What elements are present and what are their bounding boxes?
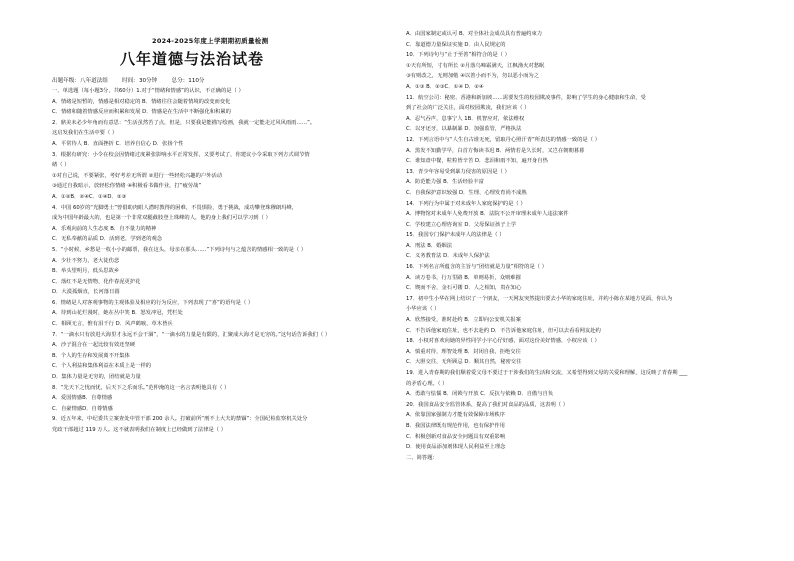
text-line: 3．根据有研究：小令在校会因情绪过度紧张影响水平正常发挥，又要考试了，你建议小令采取下列方式调节情	[52, 151, 310, 158]
text-line: C．谁知盘中餐，粒粒皆辛苦 D．悲泪和雨不知，遍开身自热	[406, 158, 548, 165]
text-line: 13．青少年容易受到暴力侵害的原因是（ ）	[406, 168, 510, 175]
text-line: 党政干部超过 119 万人。这不就表明我们在制度上已经做到了法律是（ ）	[52, 427, 227, 433]
text-line: 一、单选题（每小题3分，共60分）1.对于“情绪和情感”的认识，不正确的是（ ）	[52, 88, 244, 94]
text-line: A．勇敢与怯懦 B．闭锁与开放 C．反抗与依赖 D．自傲与自负	[406, 391, 554, 398]
text-line: C．以牙还牙，以暴制暴 D．加强监管，严格执法	[406, 126, 522, 133]
text-line: 2．鼎美未必少年角而有意思：“生活虽然苦了点，但是，只要我是能描写绘画，我就一定能走过风风雨雨……”。	[52, 119, 316, 126]
text-line: 成为中国年龄最大的，也是第一个非常双腿截肢登上珠峰的人，他的身上我们可以学习到（ ）	[52, 215, 271, 222]
text-line: D．集体力量是无穷的，团结就是力量	[52, 374, 141, 381]
text-line: A．读万卷书，行万里路 B．单则易折，众则难摧	[406, 274, 521, 281]
text-line: A．平常待人 B．直面挫折 C．培养自信心 D．张扬个性	[52, 140, 184, 147]
text-line: A．待到山花烂漫时，她在丛中笑 B．怒发冲冠，凭栏处	[52, 310, 183, 317]
text-line: 20．我国食品安全监管体系，提高了我们对食品的品质，这表明（ ）	[406, 401, 569, 408]
text-line: C．无私奉献的品质 D．活到老，学到老的观念	[52, 236, 163, 243]
text-line: A．博物馆对未成年人免费开放 B．法院不公开审理未成年人违法案件	[406, 211, 569, 218]
text-line: B．个人的生存和发展离不开集体	[52, 352, 130, 359]
text-line: ①对自己说，不要紧张，考好考差无所谓 ②进行一些轻松兴趣的户外活动	[52, 172, 223, 179]
text-line: A．①②B．②④C．①④D．②③	[52, 193, 127, 200]
text-line: 9．近五年来，中纪委共立案查处中管干部 200 余人。打破前所“刑不上大夫的禁锢”：全国纪检监察机关处分	[52, 416, 308, 423]
text-line: A．忍气吞声，息事宁人 1B．机智应对，依法维权	[406, 115, 525, 122]
text-line: 19．进入青春期的我们顺着爱父母不要过于干涉我们的生活和交流，又希望得到父母的关爱和理解，这反映了青春期 ___	[406, 370, 688, 376]
text-line: A．防范能力强 B．生活经验丰富	[406, 179, 484, 186]
text-line: 4．中国 60岁的“光脚勇士”曾借助肉眼人潜时教得的困难，不畏惧险，勇于挑战，成功攀登珠穆朗玛峰，	[52, 204, 298, 211]
text-line: 5．“小时候，乡愁是一枚小小的邮票，我在这头，母亲在那头……”下列诗句与之蕴含的情感相一致的是（ ）	[52, 246, 307, 253]
text-line: C．情绪和随着情感反应而积累和发展 D．情感是在生活中不断强化和积累的	[52, 109, 231, 116]
text-line: 绪（ ）	[52, 162, 70, 169]
text-line: A．乐观向前的人生态度 B．自不量力的精神	[52, 225, 157, 232]
exam-subtitle: 2024-2025年度上学期期初质量检测	[152, 37, 269, 45]
text-line: C．个人利益和集体利益在本质上是一样的	[52, 363, 152, 370]
text-line: C．锲而不舍，金石可镂 D．人之相知，贵在知心	[406, 285, 522, 292]
text-line: C．自我保护意识较强 D．生理、心理发育尚不成熟	[406, 189, 527, 196]
right-question-list	[406, 0, 776, 463]
text-line: C．大胆交往，无所顾忌 D．顺其自然，秘密交往	[406, 359, 522, 366]
text-line: 10．下列诗句与“止于至善”相符合的是（ ）	[406, 52, 510, 59]
text-line: 15．我国专门保护未成年人的法律是（ ）	[406, 232, 505, 239]
text-line: A．爱国情感B．自尊情感	[52, 395, 113, 402]
text-line: ③有则改之，无则加勉 ④以善小而不为，勿以恶小而为之	[406, 73, 540, 80]
text-line: 14．下列行为中属于对未成年人家庭保护的是（ ）	[406, 200, 526, 207]
text-line: 17．初中生小华在网上结识了一个朋友，一天网友突然提出要去小华的家庭住址，并约小陈在某地方见面，你认为	[406, 295, 673, 302]
text-line: 12．下列言语中与“人生自古谁无死，留取丹心照汗青”所表达的情感一致的是（ ）	[406, 136, 601, 143]
text-line: A．少壮不努力，老大徒伤悲	[52, 257, 120, 264]
text-line: C．积极创新对食品安全问题具有双重影响	[406, 433, 506, 440]
text-line: A．刑法 B．婚姻法	[406, 242, 453, 249]
text-line: A．黑发不知勤学早，白首方悔读书迟 B．两情若是久长时，又岂在朝朝暮暮	[406, 147, 585, 154]
text-line: C．义务教育法 D．未成年人保护法	[406, 253, 490, 260]
exam-header	[52, 0, 398, 86]
text-line: 6．情绪是人对客观事物的主观体验及相应的行为反应，下列表现了“喜”的语句是（ ）	[52, 299, 254, 306]
text-line: ①天有所短，寸有所长 ②月落乌啼霜满天，江枫渔火对愁眠	[406, 62, 545, 69]
text-line: C．落红不是无情物，化作春泥更护花	[52, 278, 141, 285]
text-line: 二、简答题：	[406, 454, 438, 461]
text-line: 11．航空公司：秘密、香港和新加坡……需要发生的校园欺凌事件，影响了学生的身心健康和生命，受	[406, 94, 646, 101]
text-line: A．沙子混合在一起比较有效还坚硬	[52, 342, 136, 349]
text-line: C．自豪情感D．自尊情感	[52, 405, 113, 412]
text-line: 7．“一滴水只有放进大海里才永远不会干涸”，“一滴水的力量是有限的，汇聚成大海才是无穷的。”这句话告诉我们（ ）	[52, 331, 331, 338]
text-line: 8．“先天下之忧而忧，后天下之乐而乐。”范仲淹的这一名言表明他具有（ ）	[52, 384, 230, 391]
exam-info: 出题年级：八年道法组 时间：30分钟 总分：110分	[52, 78, 205, 84]
text-line: A．欣然接受，准时赴约 B．立即向公安机关报案	[406, 317, 521, 324]
text-line: D．使用食品添加剂体现人民利益至上理念	[406, 444, 506, 451]
text-line: A．①③ B．②③C．①④ D．②④	[406, 83, 484, 90]
text-line: 18．小权对喜欢向她的异性同学小宇心仔好感，面对这份美好情感，小权应该（ ）	[406, 338, 600, 345]
text-line: A．情绪是短暂的，情感是相对稳定的 B．情绪往往会随着情境的改变而变化	[52, 98, 231, 105]
text-line: C．不告诉他家庭住址，也不去赴约 D．不告诉他家庭住址，但可以去看看网友赴约	[406, 327, 601, 334]
left-question-list	[52, 86, 398, 436]
left-column	[52, 0, 398, 436]
text-line: 16．下列名言所蕴含的主旨与“团结就是力量”相符的是（ ）	[406, 264, 548, 271]
text-line: B．举头望明月，低头思故乡	[52, 268, 120, 275]
exam-title: 八年道德与法治试卷	[120, 50, 265, 68]
text-line: A．依靠国家强制力才能有效保障市场秩序	[406, 412, 505, 419]
text-line: ③通过自我暗示，放轻松你情绪 ④积极看书做作业，打“疲劳战”	[52, 183, 202, 190]
text-line: 的矛盾心理。（ ）	[406, 380, 448, 387]
text-line: A．慎重对待，理智处理 B．封闭自我，拒绝交往	[406, 348, 521, 355]
text-line: A．由国家制定或认可 B．对全体社会成员具有普遍约束力	[406, 31, 543, 37]
text-line: 这启发我们在生活中要（ ）	[52, 130, 118, 137]
text-line: B．我国法律既有规范作用，也有保护作用	[406, 422, 505, 429]
text-line: D．大漠孤烟直，长河落日圆	[52, 289, 120, 296]
text-line: C．相顾无言，惟有泪千行 D．风声鹤唳，草木皆兵	[52, 321, 173, 328]
text-line: 小华应该（ ）	[406, 306, 440, 313]
text-line: 到了社会的广泛关注，面对校园欺凌，我们应该（ ）	[406, 105, 530, 112]
text-line: C．靠道德力量保证实施 D．由人民规定的	[406, 41, 506, 48]
text-line: C．学校建立心理咨询室 D．父母保证孩子上学	[406, 221, 517, 228]
right-column	[406, 0, 776, 463]
